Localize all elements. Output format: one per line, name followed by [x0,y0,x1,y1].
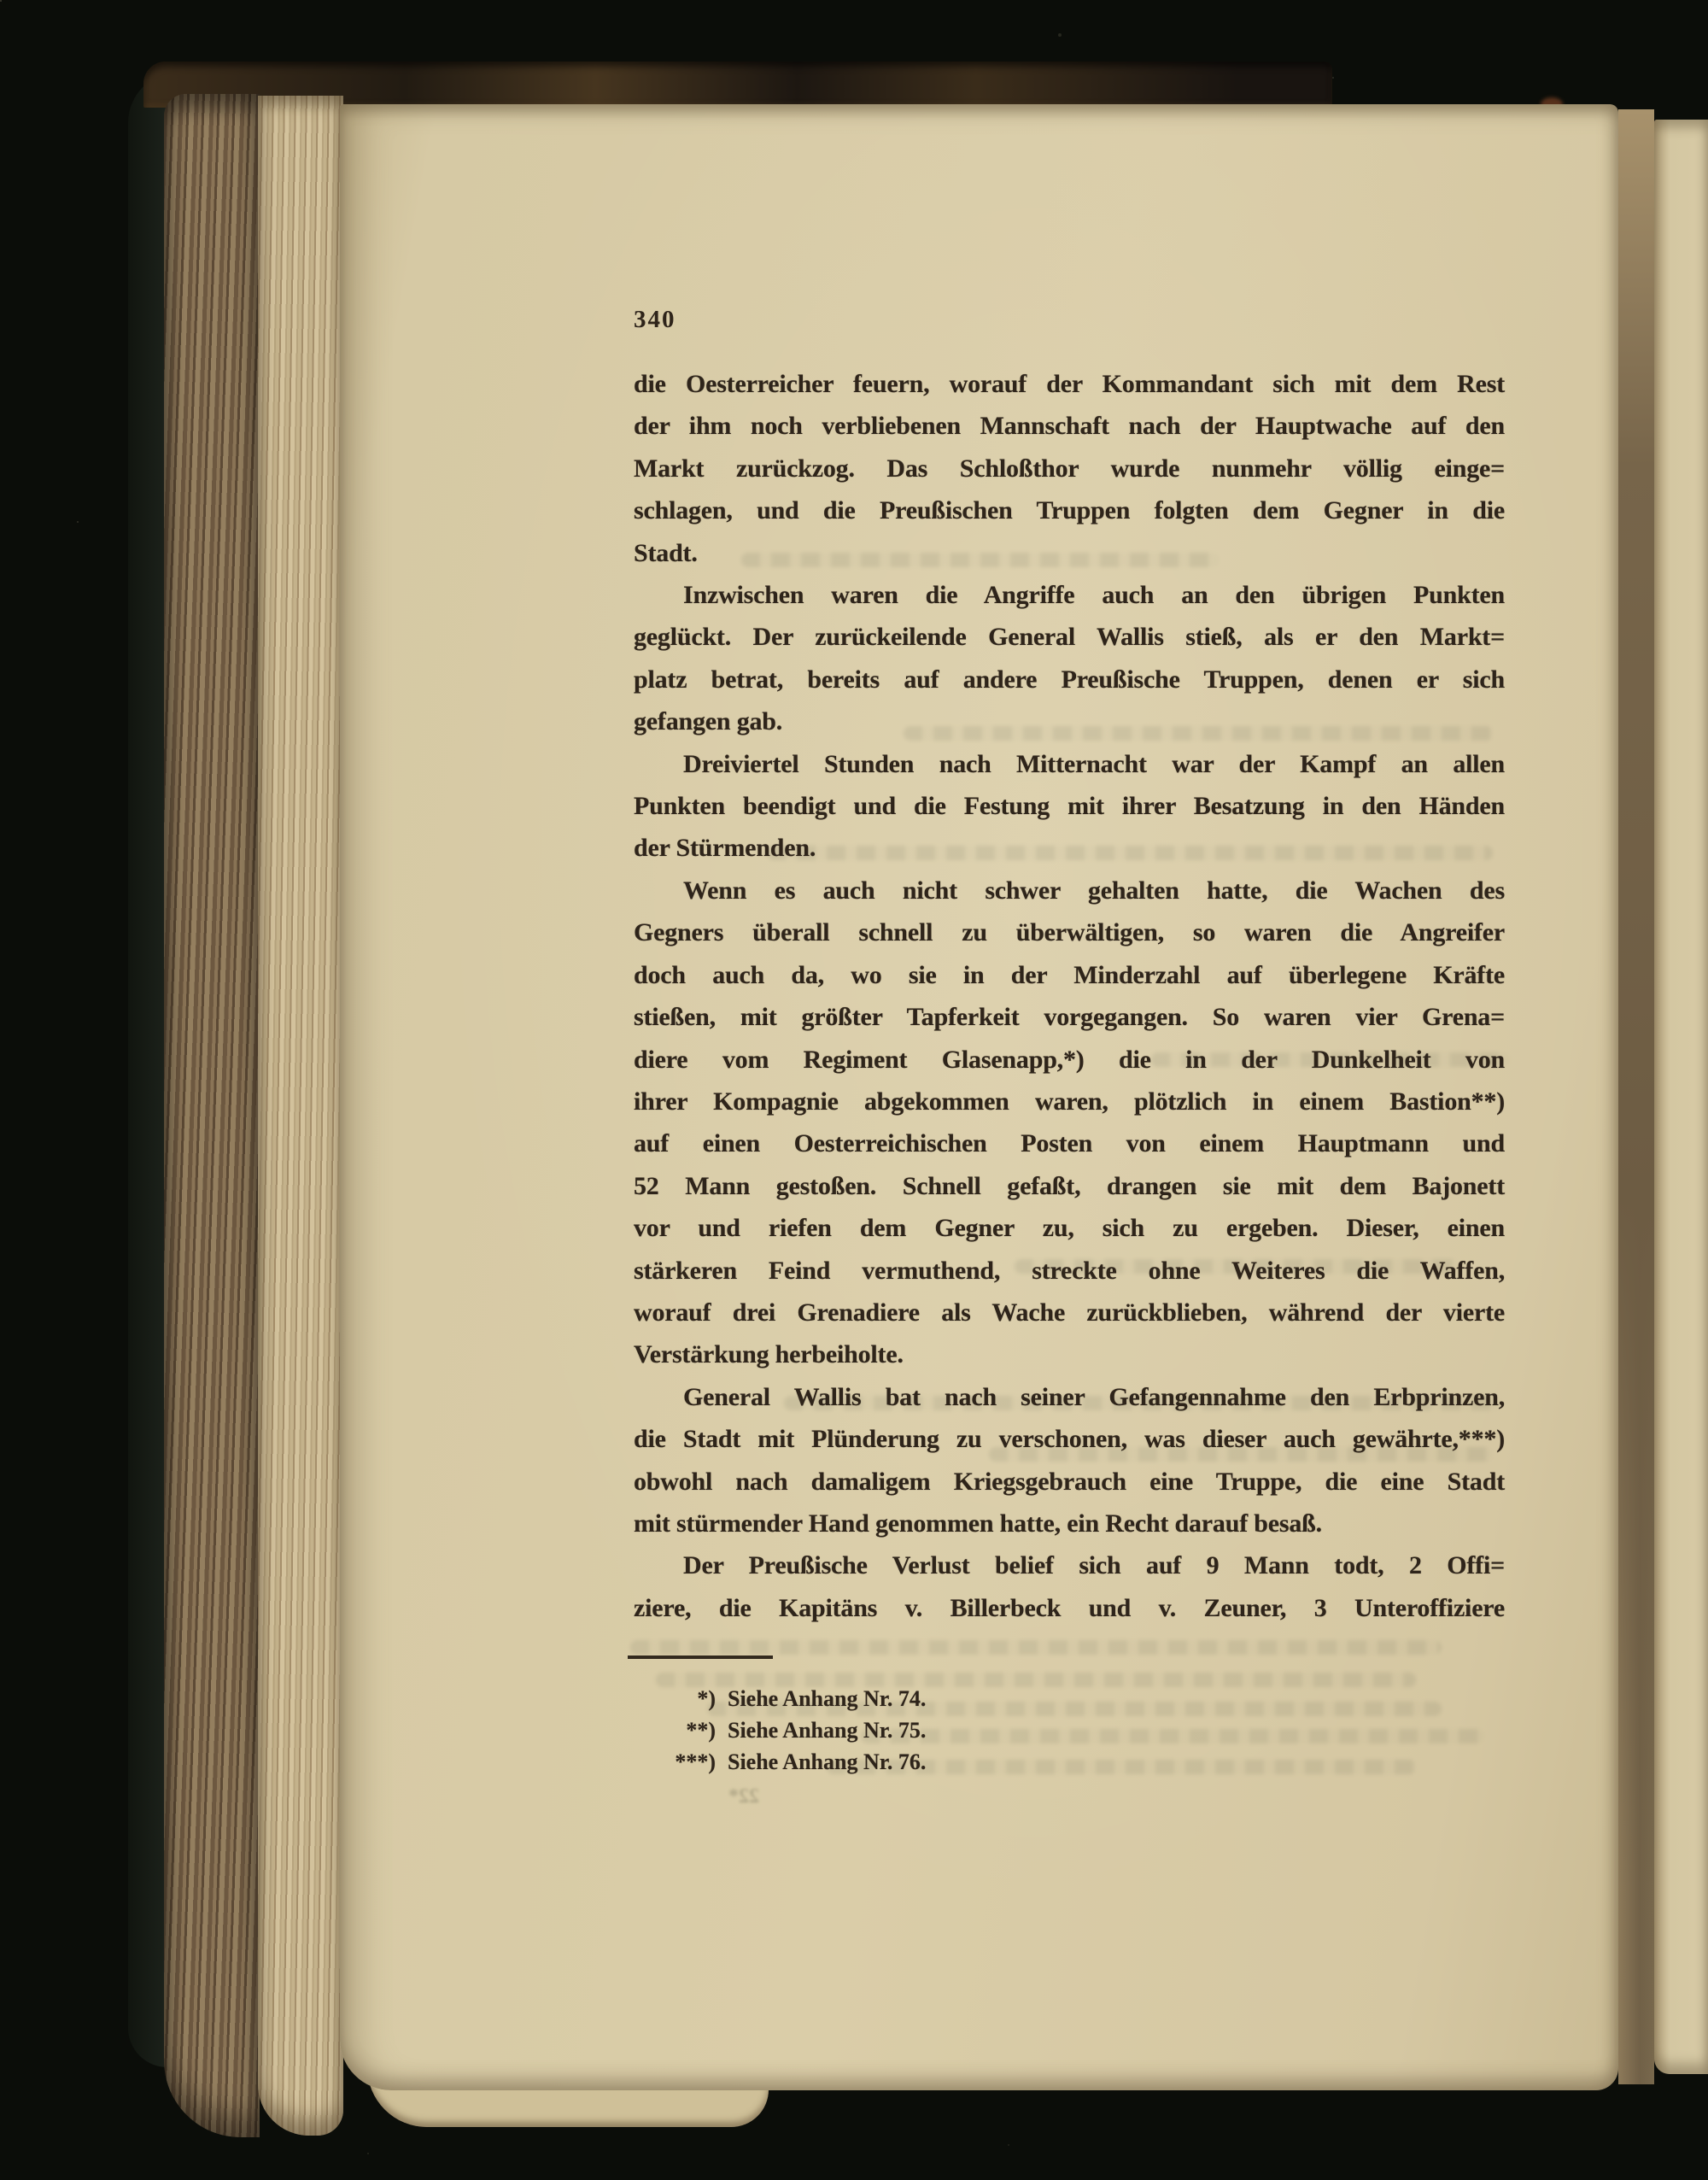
footnote-marker: ***) [675,1749,716,1774]
text-line: 52 Mann gestoßen. Schnell gefaßt, drangen sie mit dem Bajonett [634,1171,1505,1200]
text-line: diere vom Regiment Glasenapp,*) die in der Dunkelheit von [634,1045,1505,1074]
text-line: Dreiviertel Stunden nach Mitternacht war der Kampf an allen [683,749,1505,778]
text-line: platz betrat, bereits auf andere Preußische Truppen, denen er sich [634,665,1505,694]
paragraph [634,1544,1505,1629]
facing-page-edge [1654,120,1708,2074]
text-line: stärkeren Feind vermuthend, streckte ohne Weiteres die Waffen, [634,1256,1505,1285]
body-text [634,363,1505,1629]
footnotes [634,1686,1402,1781]
text-line: ihrer Kompagnie abgekommen waren, plötzlich in einem Bastion**) [634,1087,1505,1116]
text-line: der ihm noch verbliebenen Mannschaft nach der Hauptwache auf den [634,412,1505,441]
paragraph [634,1376,1505,1545]
footnote-text: Siehe Anhang Nr. 75. [728,1718,927,1743]
text-line: Gegners überall schnell zu überwältigen, so waren die Angreifer [634,918,1505,947]
bleed-through-smudge [630,1640,1442,1655]
text-line: die Oesterreicher feuern, worauf der Kommandant sich mit dem Rest [634,370,1505,398]
text-line: Der Preußische Verlust belief sich auf 9 Mann todt, 2 Offi= [683,1551,1505,1580]
text-line: doch auch da, wo sie in der Minderzahl auf überlegene Kräfte [634,960,1505,989]
text-line: geglückt. Der zurückeilende General Wallis stieß, als er den Markt= [634,623,1505,652]
footnote [634,1749,1402,1781]
footnote [634,1718,1402,1749]
book-page [340,104,1618,2090]
dust-specks [0,0,2,2]
page-fore-edge-gap [1618,109,1654,2084]
text-line: stießen, mit größter Tapferkeit vorgegangen. So waren vier Grena= [634,1003,1505,1032]
paragraph [634,574,1505,743]
bleed-through-smudge [656,1673,1416,1687]
page-number: 340 [634,306,676,333]
text-line: General Wallis bat nach seiner Gefangennahme den Erbprinzen, [683,1382,1505,1411]
paragraph [634,363,1505,574]
text-line: gefangen gab. [634,707,783,736]
text-line: ziere, die Kapitäns v. Billerbeck und v. Zeuner, 3 Unteroffiziere [634,1593,1505,1622]
footnote-separator-rule [628,1656,773,1659]
text-line: Punkten beendigt und die Festung mit ihrer Besatzung in den Händen [634,792,1505,821]
footnote-marker: *) [697,1686,716,1711]
text-line: obwohl nach damaligem Kriegsgebrauch eine Truppe, die eine Stadt [634,1467,1505,1496]
text-line: Inzwischen waren die Angriffe auch an den übrigen Punkten [683,581,1505,610]
footnote-marker: **) [686,1718,716,1743]
page-stack-fore-edge [164,94,260,2137]
text-line: mit stürmender Hand genommen hatte, ein Recht darauf besaß. [634,1509,1322,1538]
text-line: schlagen, und die Preußischen Truppen folgten dem Gegner in die [634,496,1505,525]
text-line: der Stürmenden. [634,834,816,863]
text-line: Markt zurückzog. Das Schloßthor wurde nunmehr völlig einge= [634,454,1505,483]
paragraph [634,870,1505,1376]
text-line: die Stadt mit Plünderung zu verschonen, was dieser auch gewährte,***) [634,1425,1505,1454]
footnote [634,1686,1402,1718]
footnote-text: Siehe Anhang Nr. 74. [728,1686,927,1711]
text-line: auf einen Oesterreichischen Posten von einem Hauptmann und [634,1129,1505,1158]
text-line: Stadt. [634,538,698,567]
paragraph [634,743,1505,870]
text-line: Wenn es auch nicht schwer gehalten hatte, die Wachen des [683,876,1505,905]
footnote-text: Siehe Anhang Nr. 76. [728,1749,927,1774]
text-line: worauf drei Grenadiere als Wache zurückblieben, während der vierte [634,1298,1505,1327]
page-stack-inner-leaves [258,96,343,2136]
text-line: vor und riefen dem Gegner zu, sich zu ergeben. Dieser, einen [634,1214,1505,1243]
text-line: Verstärkung herbeiholte. [634,1340,904,1369]
bleed-through-signature: 22* [728,1785,759,1808]
